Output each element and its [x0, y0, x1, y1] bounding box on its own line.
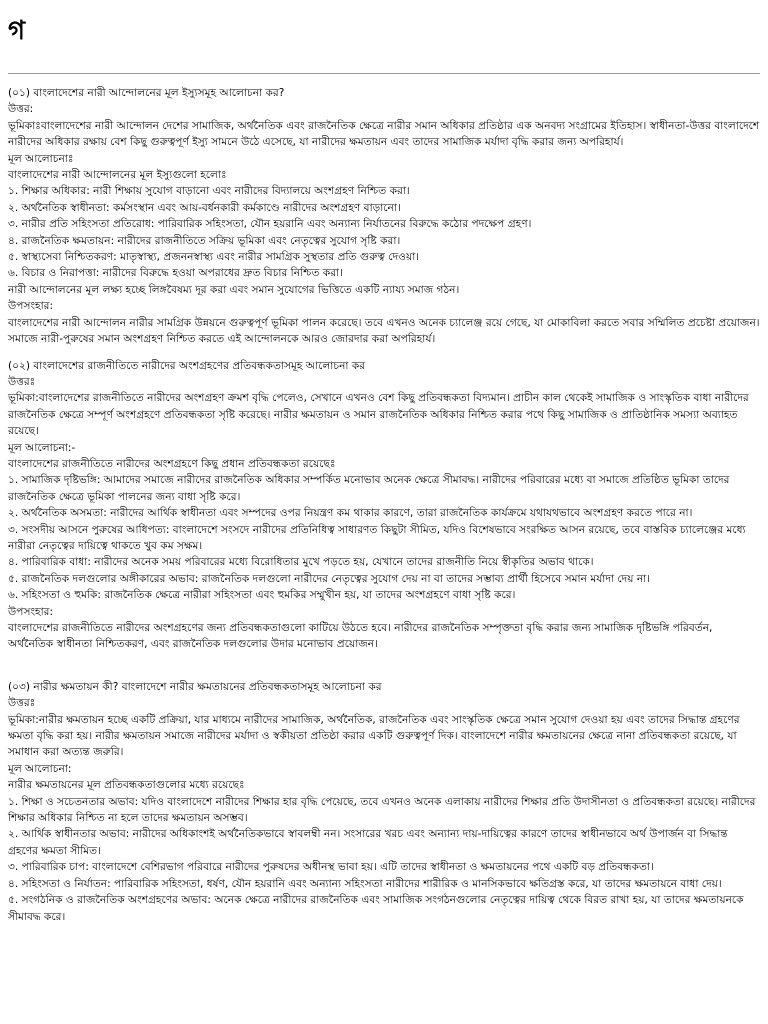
list-item: ৬. সহিংসতা ও হুমকি: রাজনৈতিক ক্ষেত্রে নারীরা সহিংসতা এবং হুমকির সম্মুখীন হয়, যা তাদের অংশগ্রহণে বাধা সৃষ্টি করে।: [8, 589, 516, 602]
question-title: (০৩) নারীর ক্ষমতায়ন কী? বাংলাদেশে নারীর ক্ষমতায়নের প্রতিবন্ধকতাসমূহ আলোচনা কর: [8, 680, 382, 693]
list-item: ১. শিক্ষার অধিকার: নারী শিক্ষায় সুযোগ বাড়ানো এবং নারীদের বিদ্যালয়ে অংশগ্রহণ নিশ্চিত করা।: [8, 185, 410, 198]
list-item: ৩. নারীর প্রতি সহিংসতা প্রতিরোধ: পারিবারিক সহিংসতা, যৌন হয়রানি এবং অন্যান্য নির্যাতনের বিরুদ্ধে কঠোর পদক্ষেপ গ্রহণ।: [8, 218, 532, 231]
conclusion-paragraph: বাংলাদেশের নারী আন্দোলন নারীর সামগ্রিক উন্নয়নে গুরুত্বপূর্ণ ভূমিকা পালন করেছে। তবে এখনও অনেক চ্যালেঞ্জ রয়ে গেছে, যা মোকাবিলা করতে সবার সম্মিলিত প্রচেষ্টা প্রয়োজন। সমাজে নারী-পুরুষের সমান অংশগ্রহণ নিশ্চিত করতে এই আন্দোলনকে আরও জোরদার করা অপরিহার্য।: [8, 316, 760, 346]
main-discussion-label: মূল আলোচনা:: [8, 762, 72, 775]
list-intro: বাংলাদেশের রাজনীতিতে নারীদের অংশগ্রহণে কিছু প্রধান প্রতিবন্ধকতা রয়েছেঃ: [8, 457, 336, 470]
list-item: ৫. স্বাস্থ্যসেবা নিশ্চিতকরণ: মাতৃস্বাস্থ্য, প্রজননস্বাস্থ্য এবং নারীর সামগ্রিক সুস্থতার প্রতি গুরুত্ব দেওয়া।: [8, 251, 420, 264]
list-item: ৪. পারিবারিক বাধা: নারীদের অনেক সময় পরিবারের মধ্যে বিরোধিতার মুখে পড়তে হয়, যেখানে তাদের রাজনীতি নিয়ে স্বীকৃতির অভাব থাকে।: [8, 556, 594, 569]
list-item: ২. অর্থনৈতিক অসমতা: নারীদের আর্থিক স্বাধীনতা এবং সম্পদের ওপর নিয়ন্ত্রণ কম থাকার কারণে, তারা রাজনৈতিক কার্যক্রমে যথাযথভাবে অংশগ্রহণ করতে পারে না।: [8, 507, 693, 520]
answer-label: উত্তরঃ: [8, 375, 36, 388]
list-item: ৩. সংসদীয় আসনে পুরুষের আধিপত্য: বাংলাদেশে সংসদে নারীদের প্রতিনিধিত্ব সাধারণত কিছুটা সীমিত, যদিও বিশেষভাবে সংরক্ষিত আসন রয়েছে, তবে বাস্তবিক চ্যালেঞ্জের মধ্যে নারীরা নেতৃত্বের দায়িত্বে থাকতে খুব কম সক্ষম।: [8, 523, 746, 552]
question-section-3: [8, 679, 760, 925]
list-item: ২. অর্থনৈতিক স্বাধীনতা: কর্মসংস্থান এবং আয়-বর্ধনকারী কর্মকাণ্ডে নারীদের অংশগ্রহণ বাড়ানো।: [8, 201, 401, 214]
heading-divider: [8, 73, 760, 74]
question-section-1: [8, 85, 760, 348]
list-item: ১. সামাজিক দৃষ্টিভঙ্গি: আমাদের সমাজে নারীদের রাজনৈতিক অধিকার সম্পর্কিত মনোভাব অনেক ক্ষেত্রে সীমাবদ্ধ। নারীদের পরিবারের মধ্যে বা সমাজে প্রতিষ্ঠিত ভূমিকা তাদের রাজনৈতিক ক্ষেত্রে ভূমিকা পালনের জন্য বাধা সৃষ্টি করে।: [8, 474, 730, 503]
page-heading: গ: [8, 16, 26, 46]
intro-paragraph: ভূমিকা:নারীর ক্ষমতায়ন হচ্ছে একটি প্রক্রিয়া, যার মাধ্যমে নারীদের সামাজিক, অর্থনৈতিক, রাজনৈতিক এবং সাংস্কৃতিক ক্ষেত্রে সমান সুযোগ দেওয়া হয় এবং তাদের সিদ্ধান্ত গ্রহণের ক্ষমতা বৃদ্ধি করা হয়। নারীর ক্ষমতায়ন সমাজে নারীদের মর্যাদা ও স্বকীয়তা প্রতিষ্ঠা করার একটি গুরুত্বপূর্ণ দিক। বাংলাদেশে নারীর ক্ষমতায়নের ক্ষেত্রে নানা প্রতিবন্ধকতা রয়েছে, যা সমাধান করা অত্যন্ত জরুরি।: [8, 713, 740, 759]
intro-paragraph: ভূমিকা:বাংলাদেশের রাজনীতিতে নারীদের অংশগ্রহণ ক্রমশ বৃদ্ধি পেলেও, সেখানে এখনও বেশ কিছু প্রতিবন্ধকতা বিদ্যমান। প্রাচীন কাল থেকেই সামাজিক ও সাংস্কৃতিক বাধা নারীদের রাজনৈতিক ক্ষেত্রে সম্পূর্ণ অংশগ্রহণে প্রতিবন্ধকতা সৃষ্টি করেছে। নারীর ক্ষমতায়ন ও সমান রাজনৈতিক অধিকার নিশ্চিত করার পথে কিছু সামাজিক ও প্রাতিষ্ঠানিক সমস্যা অব্যাহত রয়েছে।: [8, 392, 749, 438]
conclusion-paragraph: বাংলাদেশের রাজনীতিতে নারীদের অংশগ্রহণের জন্য প্রতিবন্ধকতাগুলো কাটিয়ে উঠতে হবে। নারীদের রাজনৈতিক সম্পৃক্ততা বৃদ্ধি করার জন্য সামাজিক দৃষ্টিভঙ্গি পরিবর্তন, অর্থনৈতিক স্বাধীনতা নিশ্চিতকরণ, এবং রাজনৈতিক দলগুলোর উদার মনোভাব প্রয়োজন।: [8, 622, 713, 651]
list-item: ৩. পারিবারিক চাপ: বাংলাদেশে বেশিরভাগ পরিবারে নারীদের পুরুষদের অধীনস্থ ভাবা হয়। এটি তাদের স্বাধীনতা ও ক্ষমতায়নের পথে একটি বড় প্রতিবন্ধকতা।: [8, 861, 654, 874]
list-item: ৫. সংগঠনিক ও রাজনৈতিক অংশগ্রহণের অভাব: অনেক ক্ষেত্রে নারীদের রাজনৈতিক এবং সামাজিক সংগঠনগুলোর নেতৃত্বের দায়িত্ব থেকে বিরত রাখা হয়, যা তাদের ক্ষমতায়নকে সীমাবদ্ধ করে।: [8, 894, 744, 923]
list-item: নারী আন্দোলনের মূল লক্ষ্য হচ্ছে লিঙ্গবৈষম্য দূর করা এবং সমান সুযোগের ভিত্তিতে একটি ন্যায্য সমাজ গঠন।: [8, 283, 460, 296]
list-item: ২. আর্থিক স্বাধীনতার অভাব: নারীদের অধিকাংশই অর্থনৈতিকভাবে স্বাবলম্বী নন। সংসারের খরচ এবং অন্যান্য দায়-দায়িত্বের কারণে তাদের স্বাধীনভাবে অর্থ উপার্জন বা সিদ্ধান্ত গ্রহণের ক্ষমতা সীমিত।: [8, 828, 728, 857]
question-title: (০১) বাংলাদেশের নারী আন্দোলনের মূল ইস্যুসমূহ আলোচনা কর?: [8, 87, 285, 99]
question-section-2: [8, 358, 760, 653]
conclusion-label: উপসংহার:: [8, 300, 54, 313]
document-body: [8, 85, 760, 925]
answer-label: উত্তরঃ: [8, 697, 36, 710]
intro-paragraph: ভূমিকাঃবাংলাদেশের নারী আন্দোলন দেশের সামাজিক, অর্থনৈতিক এবং রাজনৈতিক ক্ষেত্রে নারীর সমান অধিকার প্রতিষ্ঠার এক অনবদ্য সংগ্রামের ইতিহাস। স্বাধীনতা-উত্তর বাংলাদেশে নারীদের অধিকার রক্ষায় বেশ কিছু গুরুত্বপূর্ণ ইস্যু সামনে উঠে এসেছে, যা নারীদের ক্ষমতায়ন এবং তাদের সামাজিক মর্যাদা বৃদ্ধি করার জন্য অপরিহার্য।: [8, 119, 760, 149]
list-item: ৬. বিচার ও নিরাপত্তা: নারীদের বিরুদ্ধে হওয়া অপরাধের দ্রুত বিচার নিশ্চিত করা।: [8, 267, 343, 280]
main-discussion-label: মূল আলোচনাঃ: [8, 152, 74, 165]
list-item: ৫. রাজনৈতিক দলগুলোর অঙ্গীকারের অভাব: রাজনৈতিক দলগুলো নারীদের নেতৃত্বের সুযোগ দেয় না বা তাদের সম্ভাব্য প্রার্থী হিসেবে সমান মর্যাদা দেয় না।: [8, 572, 651, 585]
question-title: (০২) বাংলাদেশের রাজনীতিতে নারীদের অংশগ্রহণের প্রতিবন্ধকতাসমূহ আলোচনা কর: [8, 359, 366, 372]
main-discussion-label: মূল আলোচনা:-: [8, 441, 76, 454]
list-intro: বাংলাদেশের নারী আন্দোলনের মূল ইস্যুগুলো হলোঃ: [8, 169, 227, 182]
list-item: ৪. রাজনৈতিক ক্ষমতায়ন: নারীদের রাজনীতিতে সক্রিয় ভূমিকা এবং নেতৃত্বের সুযোগ সৃষ্টি করা।: [8, 234, 401, 247]
list-intro: নারীর ক্ষমতায়নের মূল প্রতিবন্ধকতাগুলোর মধ্যে রয়েছেঃ: [8, 779, 245, 792]
conclusion-label: উপসংহার:: [8, 605, 54, 618]
answer-label: উত্তর:: [8, 103, 34, 116]
list-item: ৪. সহিংসতা ও নির্যাতন: পারিবারিক সহিংসতা, ধর্ষণ, যৌন হয়রানি এবং অন্যান্য সহিংসতা নারীদের শারীরিক ও মানসিকভাবে ক্ষতিগ্রস্ত করে, যা তাদের ক্ষমতায়নে বাধা দেয়।: [8, 877, 722, 890]
list-item: ১. শিক্ষা ও সচেতনতার অভাব: যদিও বাংলাদেশে নারীদের শিক্ষার হার বৃদ্ধি পেয়েছে, তবে এখনও অনেক এলাকায় নারীদের শিক্ষার প্রতি উদাসীনতা ও প্রতিবন্ধকতা রয়েছে। নারীদের শিক্ষার অধিকার নিশ্চিত না হলে তাদের ক্ষমতায়ন অসম্ভব।: [8, 795, 756, 825]
